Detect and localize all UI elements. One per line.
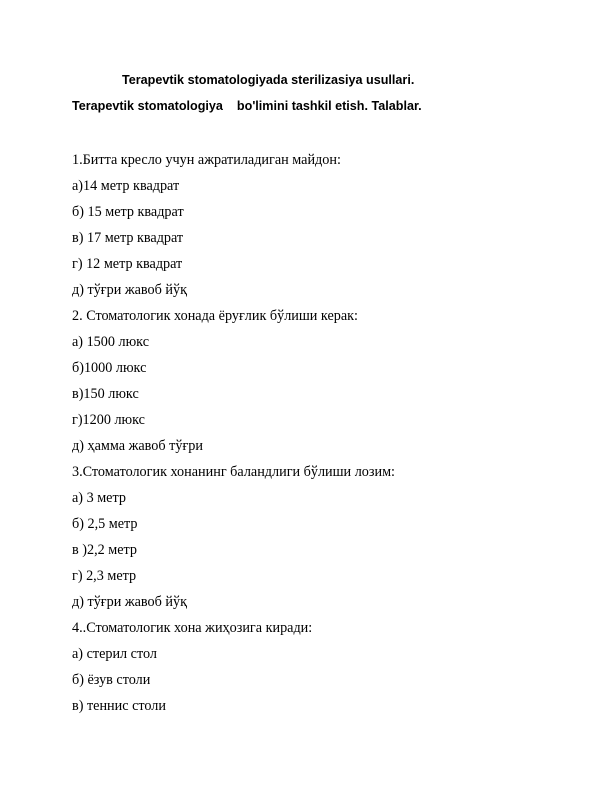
answer-option: д) тўғри жавоб йўқ [72,282,187,298]
answer-option: в)150 люкс [72,386,139,402]
answer-option: а) 3 метр [72,490,126,506]
question-4: 4..Стоматологик хона жиҳозига киради: [72,620,313,636]
answer-option: г)1200 люкс [72,412,145,428]
answer-option: б) 2,5 метр [72,516,138,532]
answer-option: б) ёзув столи [72,672,151,688]
answer-option: д) тўғри жавоб йўқ [72,594,187,610]
answer-option: а) 1500 люкс [72,334,150,350]
question-3: 3.Стоматологик хонанинг баландлиги бўлиши лозим: [72,464,395,480]
answer-option: б)1000 люкс [72,360,147,376]
document-title: Terapevtik stomatologiyada sterilizasiya usullari. [122,73,415,87]
answer-option: а)14 метр квадрат [72,178,180,194]
document-body [72,147,395,719]
answer-option: в) 17 метр квадрат [72,230,184,246]
answer-option: б) 15 метр квадрат [72,204,184,220]
answer-option: д) ҳамма жавоб тўғри [72,438,203,454]
answer-option: а) стерил стол [72,646,157,662]
document-subtitle: Terapevtik stomatologiya bo'limini tashkil etish. Talablar. [72,99,422,113]
answer-option: г) 12 метр квадрат [72,256,183,272]
answer-option: г) 2,3 метр [72,568,137,584]
answer-option: в )2,2 метр [72,542,137,558]
question-2: 2. Стоматологик хонада ёруғлик бўлиши керак: [72,308,358,324]
question-1: 1.Битта кресло учун ажратиладиган майдон: [72,152,341,168]
answer-option: в) теннис столи [72,698,166,714]
